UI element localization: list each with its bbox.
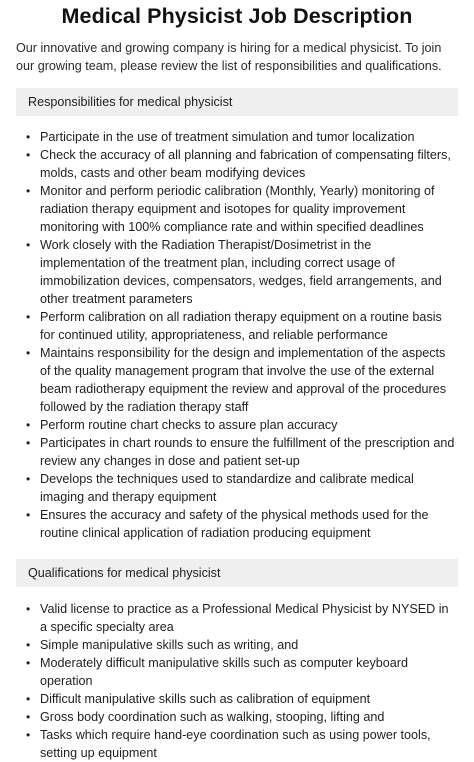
list-item-text: Gross body coordination such as walking, stooping, lifting and [40, 710, 385, 724]
list-item [24, 434, 458, 470]
list-item [24, 636, 458, 654]
bullet-icon: • [26, 418, 31, 432]
list-item-text: Participates in chart rounds to ensure the fulfillment of the prescription and review any changes in dose and patient set-up [40, 436, 455, 468]
list-item [24, 344, 458, 416]
list-item [24, 182, 458, 236]
list-item-text: Moderately difficult manipulative skills such as computer keyboard operation [40, 656, 408, 688]
responsibilities-heading: Responsibilities for medical physicist [16, 88, 458, 116]
list-item [24, 690, 458, 708]
list-item-text: Work closely with the Radiation Therapist/Dosimetrist in the implementation of the treatment plan, including correct usage of immobilization devices, compensators, wedges, field arrangements, and other treatment parameters [40, 238, 442, 306]
list-item [24, 654, 458, 690]
bullet-icon: • [26, 148, 31, 162]
list-item-text: Valid license to practice as a Professional Medical Physicist by NYSED in a specific specialty area [40, 602, 449, 634]
list-item [24, 708, 458, 726]
list-item-text: Perform routine chart checks to assure plan accuracy [40, 418, 338, 432]
list-item-text: Develops the techniques used to standardize and calibrate medical imaging and therapy equipment [40, 472, 414, 504]
bullet-icon: • [26, 310, 31, 324]
list-item-text: Simple manipulative skills such as writing, and [40, 638, 299, 652]
list-item [24, 726, 458, 762]
bullet-icon: • [26, 472, 31, 486]
list-item-text: Maintains responsibility for the design and implementation of the aspects of the quality management program that involve the use of the external beam radiotherapy equipment the review and approval of the procedures followed by the radiation therapy staff [40, 346, 447, 414]
list-item-text: Monitor and perform periodic calibration (Monthly, Yearly) monitoring of radiation therapy equipment and isotopes for quality improvement monitoring with 100% compliance rate and within specified deadlines [40, 184, 435, 234]
list-item [24, 146, 458, 182]
list-item [24, 600, 458, 636]
qualifications-list [16, 600, 458, 762]
bullet-icon: • [26, 346, 31, 360]
bullet-icon: • [26, 436, 31, 450]
list-item-text: Tasks which require hand-eye coordination such as using power tools, setting up equipment [40, 728, 431, 760]
bullet-icon: • [26, 710, 31, 724]
list-item-text: Participate in the use of treatment simulation and tumor localization [40, 130, 415, 144]
bullet-icon: • [26, 238, 31, 252]
bullet-icon: • [26, 692, 31, 706]
list-item [24, 416, 458, 434]
list-item-text: Ensures the accuracy and safety of the physical methods used for the routine clinical application of radiation producing equipment [40, 508, 429, 540]
bullet-icon: • [26, 602, 31, 616]
bullet-icon: • [26, 130, 31, 144]
intro-paragraph: Our innovative and growing company is hiring for a medical physicist. To join our growing team, please review the list of responsibilities and qualifications. [16, 41, 442, 73]
responsibilities-list [16, 128, 458, 542]
list-item-text: Check the accuracy of all planning and fabrication of compensating filters, molds, casts and other beam modifying devices [40, 148, 451, 180]
list-item [24, 128, 458, 146]
list-item [24, 236, 458, 308]
qualifications-heading: Qualifications for medical physicist [16, 559, 458, 587]
bullet-icon: • [26, 638, 31, 652]
list-item [24, 308, 458, 344]
bullet-icon: • [26, 728, 31, 742]
list-item-text: Difficult manipulative skills such as calibration of equipment [40, 692, 371, 706]
list-item [24, 470, 458, 506]
list-item-text: Perform calibration on all radiation therapy equipment on a routine basis for continued utility, appropriateness, and reliable performance [40, 310, 442, 342]
bullet-icon: • [26, 508, 31, 522]
bullet-icon: • [26, 656, 31, 670]
page-title: Medical Physicist Job Description [61, 4, 413, 28]
list-item [24, 506, 458, 542]
bullet-icon: • [26, 184, 31, 198]
